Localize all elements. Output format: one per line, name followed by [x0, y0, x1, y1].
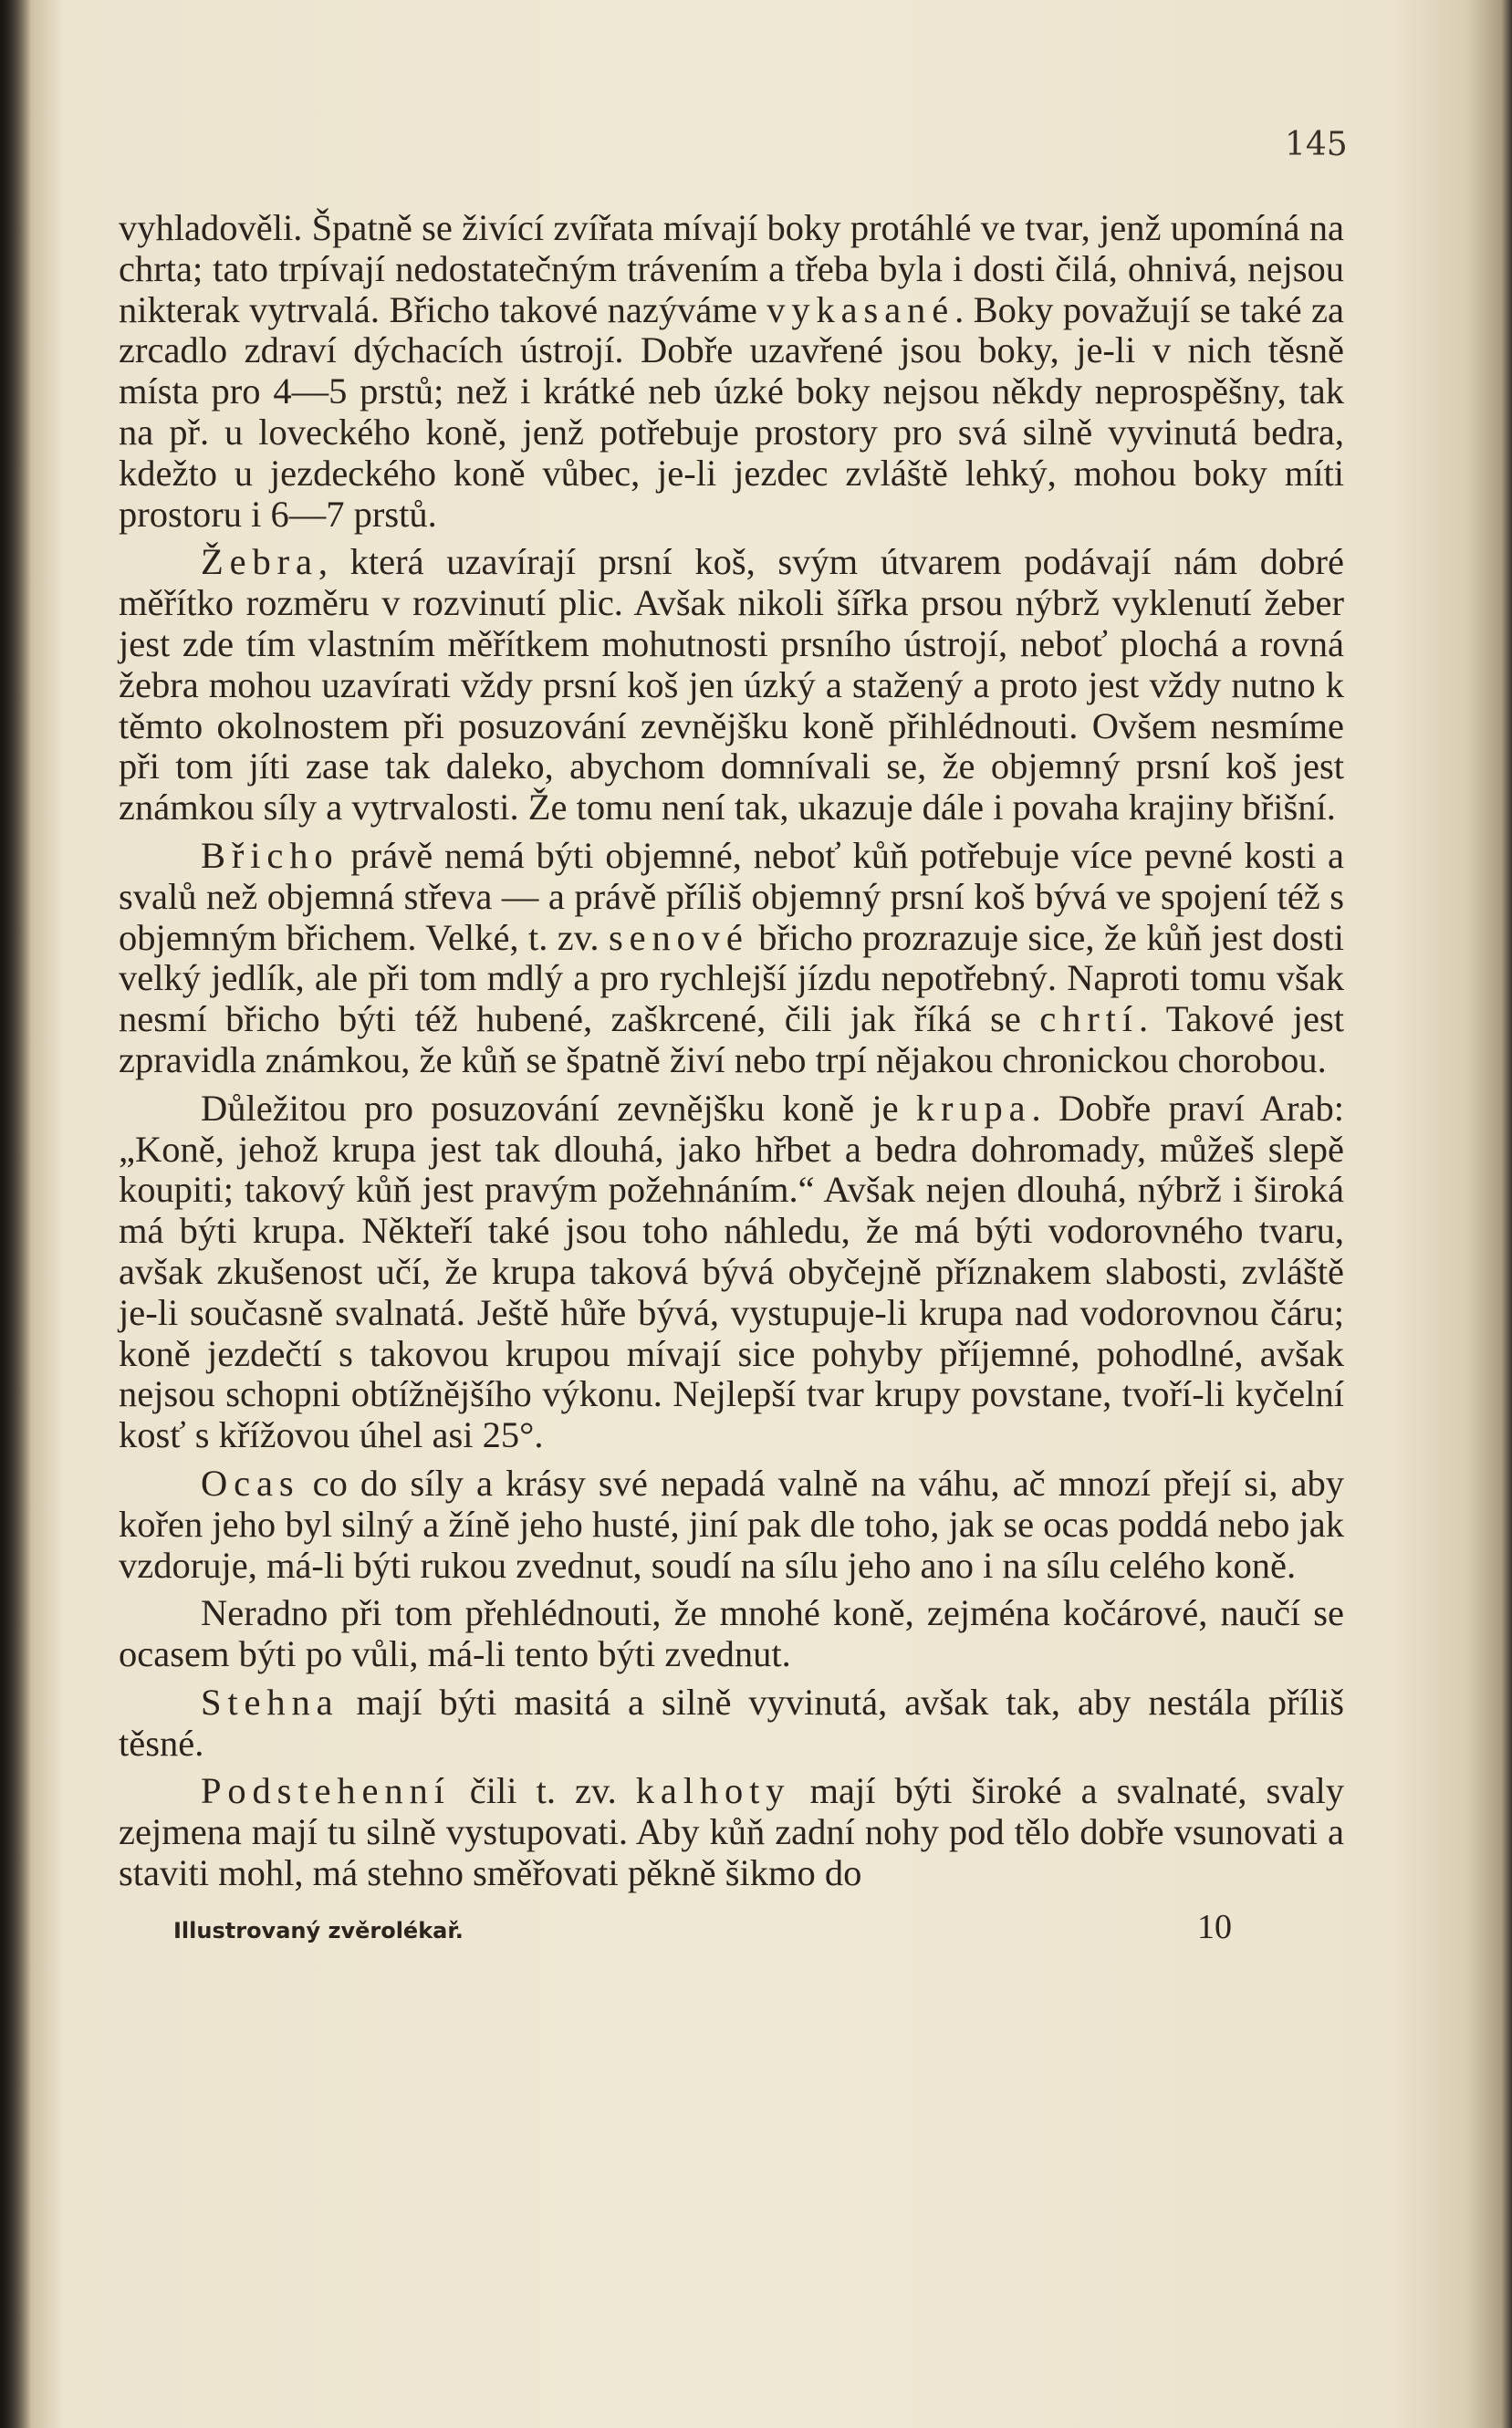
- page-body: [119, 208, 1344, 1952]
- spaced-term: krupa: [915, 1087, 1032, 1129]
- spaced-term: Ocas: [201, 1462, 300, 1504]
- paragraph-text: mají býti masitá a silně vyvinutá, avšak tak, aby nestála příliš těsné.: [119, 1681, 1344, 1764]
- footer-signature: 10: [1197, 1907, 1232, 1946]
- spaced-term: chrtí: [1039, 998, 1139, 1040]
- spaced-term: kalhoty: [635, 1770, 791, 1812]
- spaced-term: Stehna: [201, 1681, 339, 1723]
- paragraph-ribs: [119, 542, 1344, 828]
- paragraph-text: co do síly a krásy své nepadá valně na váhu, ač mnozí přejí si, aby kořen jeho byl silný a žíně jeho husté, jiní pak dle toho, jak se ocas poddá nebo jak vzdoruje, má-li býti rukou zvednut, soudí na sílu jeho ano i na sílu celého koně.: [119, 1462, 1344, 1586]
- paragraph-text: břicho prozrazuje sice, že kůň jest dosti velký jedlík, ale při tom mdlý a pro rychlejší jízdu nepotřebný. Naproti tomu však nesmí břicho býti též hubené, zaškrcené, čili jak říká se: [119, 916, 1344, 1040]
- spaced-term: Žebra: [201, 541, 318, 583]
- paragraph-text: . Takové jest zpravidla známkou, že kůň se špatně živí nebo trpí nějakou chronickou chorobou.: [119, 998, 1345, 1080]
- paragraph-flanks: [119, 208, 1344, 535]
- paragraph-text: , která uzavírají prsní koš, svým útvarem podávají nám dobré měřítko rozměru v rozvinutí plic. Avšak nikoli šířka prsou nýbrž vyklenutí žeber jest zde tím vlastním měřítkem mohutnosti prsního ústrojí, neboť plochá a rovná žebra mohou uzavírati vždy prsní koš jen úzký a stažený a proto jest vždy nutno k těmto okolnostem při posuzování zevnějšku koně přihlédnouti. Ovšem nesmíme při tom jíti zase tak daleko, abychom domnívali se, že objemný prsní koš jest známkou síly a vytrvalosti. Že tomu není tak, ukazuje dále i povaha krajiny břišní.: [119, 541, 1344, 828]
- paragraph-thighs: [119, 1683, 1344, 1765]
- paragraph-croup: [119, 1089, 1344, 1456]
- page-footer: [119, 1907, 1344, 1952]
- paragraph-text: vyhladověli. Špatně se živící zvířata mívají boky protáhlé ve tvar, jenž upomíná na chrta; tato trpívají nedostatečným trávením a třeba byla i dosti čilá, ohnivá, nejsou nikterak vytrvalá. Břicho takové nazýváme: [119, 207, 1344, 330]
- paragraph-gaskins: [119, 1771, 1344, 1893]
- paragraph-belly: [119, 836, 1344, 1081]
- page-gutter-shadow: [0, 0, 31, 2428]
- paragraph-text: . Dobře praví Arab: „Koně, jehož krupa jest tak dlouhá, jako hřbet a bedra dohromady, můžeš slepě koupiti; takový kůň jest pravým požehnáním.“ Avšak nejen dlouhá, nýbrž i široká má býti krupa. Někteří také jsou toho náhledu, že má býti vodorovného tvaru, avšak zkušenost učí, že krupa taková bývá obyčejně příznakem slabosti, zvláště je-li současně svalnatá. Ještě hůře bývá, vystupuje-li krupa nad vodorovnou čáru; koně jezdečtí s takovou krupou mívají sice pohyby příjemné, pohodlné, avšak nejsou schopni obtížnějšího výkonu. Nejlepší tvar krupy povstane, tvoří-li kyčelní kosť s křížovou úhel asi 25°.: [119, 1087, 1344, 1456]
- footer-book-title: Illustrovaný zvěrolékař.: [173, 1917, 464, 1943]
- spaced-term: Břicho: [201, 834, 339, 876]
- paragraph-tail: [119, 1464, 1344, 1586]
- paragraph-text: Důležitou pro posuzování zevnějšku koně je: [201, 1087, 916, 1129]
- spaced-term: senové: [608, 916, 749, 958]
- paragraph-text: právě nemá býti objemné, neboť kůň potřebuje více pevné kosti a svalů než objemná střeva — a právě příliš objemný prsní koš bývá ve spojení též s objemným břichem. Velké, t. zv.: [119, 834, 1344, 958]
- paragraph-text: mají býti široké a svalnaté, svaly zejmena mají tu silně vystupovati. Aby kůň zadní nohy pod tělo dobře vsunovati a staviti mohl, má stehno směřovati pěkně šikmo do: [119, 1770, 1344, 1894]
- paragraph-text: . Boky považují se také za zrcadlo zdraví dýchacích ústrojí. Dobře uzavřené jsou boky, je-li v nich těsně místa pro 4—5 prstů; než i krátké neb úzké boky nejsou někdy neprospěšny, tak na př. u loveckého koně, jenž potřebuje prostory pro svá silně vyvinutá bedra, kdežto u jezdeckého koně vůbec, je-li jezdec zvláště lehký, mohou boky míti prostoru i 6—7 prstů.: [119, 288, 1344, 535]
- paragraph-text: Neradno při tom přehlédnouti, že mnohé koně, zejména kočárové, naučí se ocasem býti po vůli, má-li tento býti zvednut.: [119, 1592, 1344, 1675]
- spaced-term: Podstehenní: [201, 1770, 451, 1812]
- spaced-term: vykasané: [766, 288, 955, 330]
- paragraph-tail-note: [119, 1593, 1344, 1675]
- paragraph-text: čili t. zv.: [450, 1770, 636, 1812]
- page-number: 145: [1285, 126, 1348, 163]
